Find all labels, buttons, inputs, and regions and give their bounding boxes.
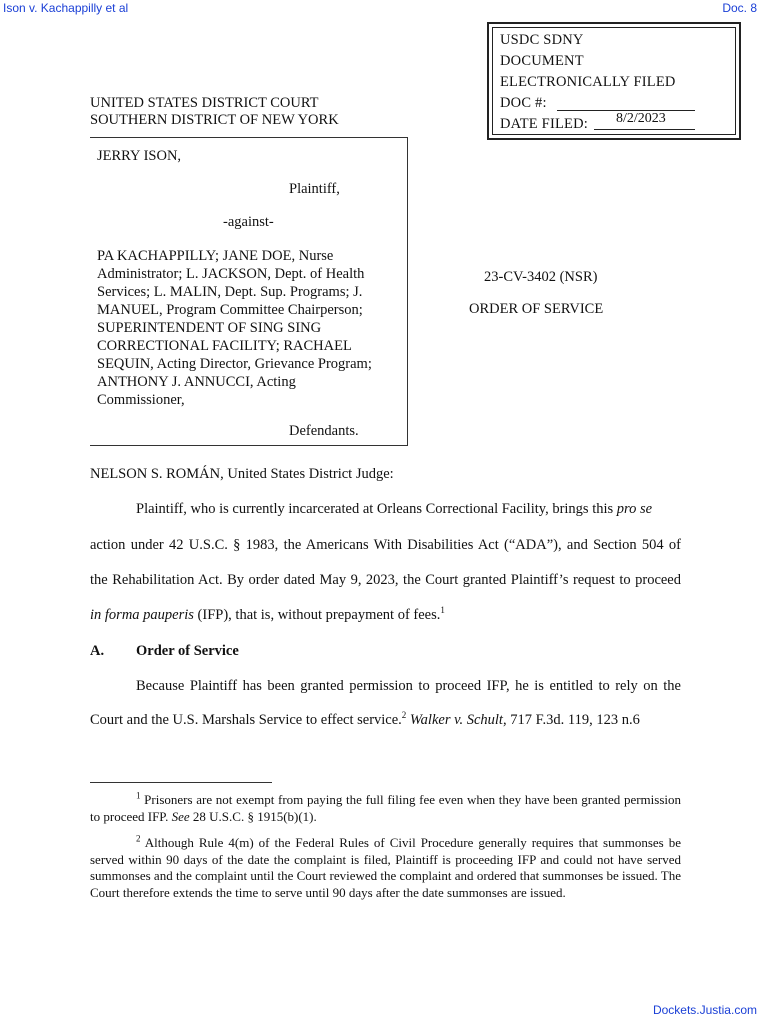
- stamp-doc-underline: [557, 96, 695, 111]
- footnote-1-number: 1: [136, 790, 141, 801]
- stamp-date-underline: [594, 112, 695, 130]
- footnote-2-number: 2: [136, 833, 141, 844]
- footnote-1: [90, 792, 681, 825]
- plaintiff-name: JERRY ISON,: [97, 148, 182, 164]
- footnote-1-citation: 28 U.S.C. § 1915(b)(1).: [189, 808, 317, 824]
- paragraph-1-line-3: the Rehabilitation Act. By order dated May 9, 2023, the Court granted Plaintiff’s request to proceed: [90, 572, 681, 588]
- defendants-role: Defendants.: [289, 423, 359, 439]
- p2-case-name: Walker v. Schult: [409, 712, 503, 728]
- footnote-ref-2[interactable]: 2: [401, 710, 407, 721]
- paragraph-2-line-1: Because Plaintiff has been granted permission to proceed IFP, he is entitled to rely on the: [136, 678, 681, 694]
- defendants-line: MANUEL, Program Committee Chairperson;: [97, 302, 363, 318]
- paragraph-1-line-4: [90, 606, 681, 624]
- section-heading: [90, 642, 681, 660]
- p1-text: Plaintiff, who is currently incarcerated at Orleans Correctional Facility, brings this: [136, 501, 617, 517]
- footnote-1-text: Prisoners are not exempt from paying the full filing fee even when they have been granted permission to proceed IFP.: [90, 792, 681, 824]
- stamp-line-efiled: ELECTRONICALLY FILED: [500, 74, 676, 90]
- defendants-line: SEQUIN, Acting Director, Grievance Program;: [97, 356, 372, 372]
- defendants-line: CORRECTIONAL FACILITY; RACHAEL: [97, 338, 352, 354]
- case-title-link[interactable]: Ison v. Kachappilly et al: [3, 1, 129, 15]
- section-letter: A.: [90, 643, 105, 659]
- plaintiff-role: Plaintiff,: [289, 181, 340, 197]
- doc-number-link[interactable]: Doc. 8: [722, 1, 757, 15]
- defendants-line: Commissioner,: [97, 392, 185, 408]
- p2-citation: , 717 F.3d. 119, 123 n.6: [502, 712, 640, 728]
- order-title: ORDER OF SERVICE: [469, 301, 604, 317]
- p1-text-end: (IFP), that is, without prepayment of fees.: [193, 607, 441, 623]
- footnote-separator: [90, 782, 272, 783]
- defendants-line: Administrator; L. JACKSON, Dept. of Health: [97, 266, 365, 282]
- footnote-2: [90, 835, 681, 901]
- p1-ifp-latin: in forma pauperis: [90, 607, 194, 623]
- stamp-line-document: DOCUMENT: [500, 53, 584, 69]
- judge-line: NELSON S. ROMÁN, United States District Judge:: [90, 466, 394, 482]
- court-line-1: UNITED STATES DISTRICT COURT: [90, 95, 319, 111]
- court-line-2: SOUTHERN DISTRICT OF NEW YORK: [90, 112, 339, 128]
- court-name: [90, 95, 339, 129]
- defendants-line: Services; L. MALIN, Dept. Sup. Programs; J.: [97, 284, 363, 300]
- defendants-line: PA KACHAPPILLY; JANE DOE, Nurse: [97, 248, 334, 264]
- p2-text: Court and the U.S. Marshals Service to effect service.: [90, 712, 402, 728]
- justia-link[interactable]: Dockets.Justia.com: [652, 1003, 757, 1017]
- footnote-2-text: Although Rule 4(m) of the Federal Rules of Civil Procedure generally requires that summonses be served within 90 days of the date the complaint is filed, Plaintiff is proceeding IFP and could not have served summonses and the complaint until the Court reviewed the complaint and ordered that summonses be issued. The Court therefore extends the time to serve until 90 days after the date summonses are issued.: [90, 835, 681, 900]
- stamp-date-label: DATE FILED:: [500, 116, 588, 132]
- section-title: Order of Service: [136, 643, 239, 659]
- paragraph-2-line-2: [90, 711, 681, 729]
- case-number: 23-CV-3402 (NSR): [484, 269, 598, 285]
- defendants-line: SUPERINTENDENT OF SING SING: [97, 320, 322, 336]
- filing-stamp: [487, 22, 741, 140]
- footnote-1-see: See: [171, 808, 190, 824]
- stamp-date-value: 8/2/2023: [616, 111, 666, 126]
- stamp-line-usdc: USDC SDNY: [500, 32, 584, 48]
- defendants-line: ANTHONY J. ANNUCCI, Acting: [97, 374, 296, 390]
- paragraph-1-line-2: action under 42 U.S.C. § 1983, the Americans With Disabilities Act (“ADA”), and Section 504 of: [90, 537, 681, 553]
- stamp-doc-label: DOC #:: [500, 95, 547, 111]
- defendants-list: [97, 247, 402, 409]
- footnote-ref-1[interactable]: 1: [440, 605, 445, 616]
- against-label: -against-: [223, 214, 274, 230]
- p1-pro-se: pro se: [616, 501, 653, 517]
- paragraph-1-line-1: [136, 500, 681, 518]
